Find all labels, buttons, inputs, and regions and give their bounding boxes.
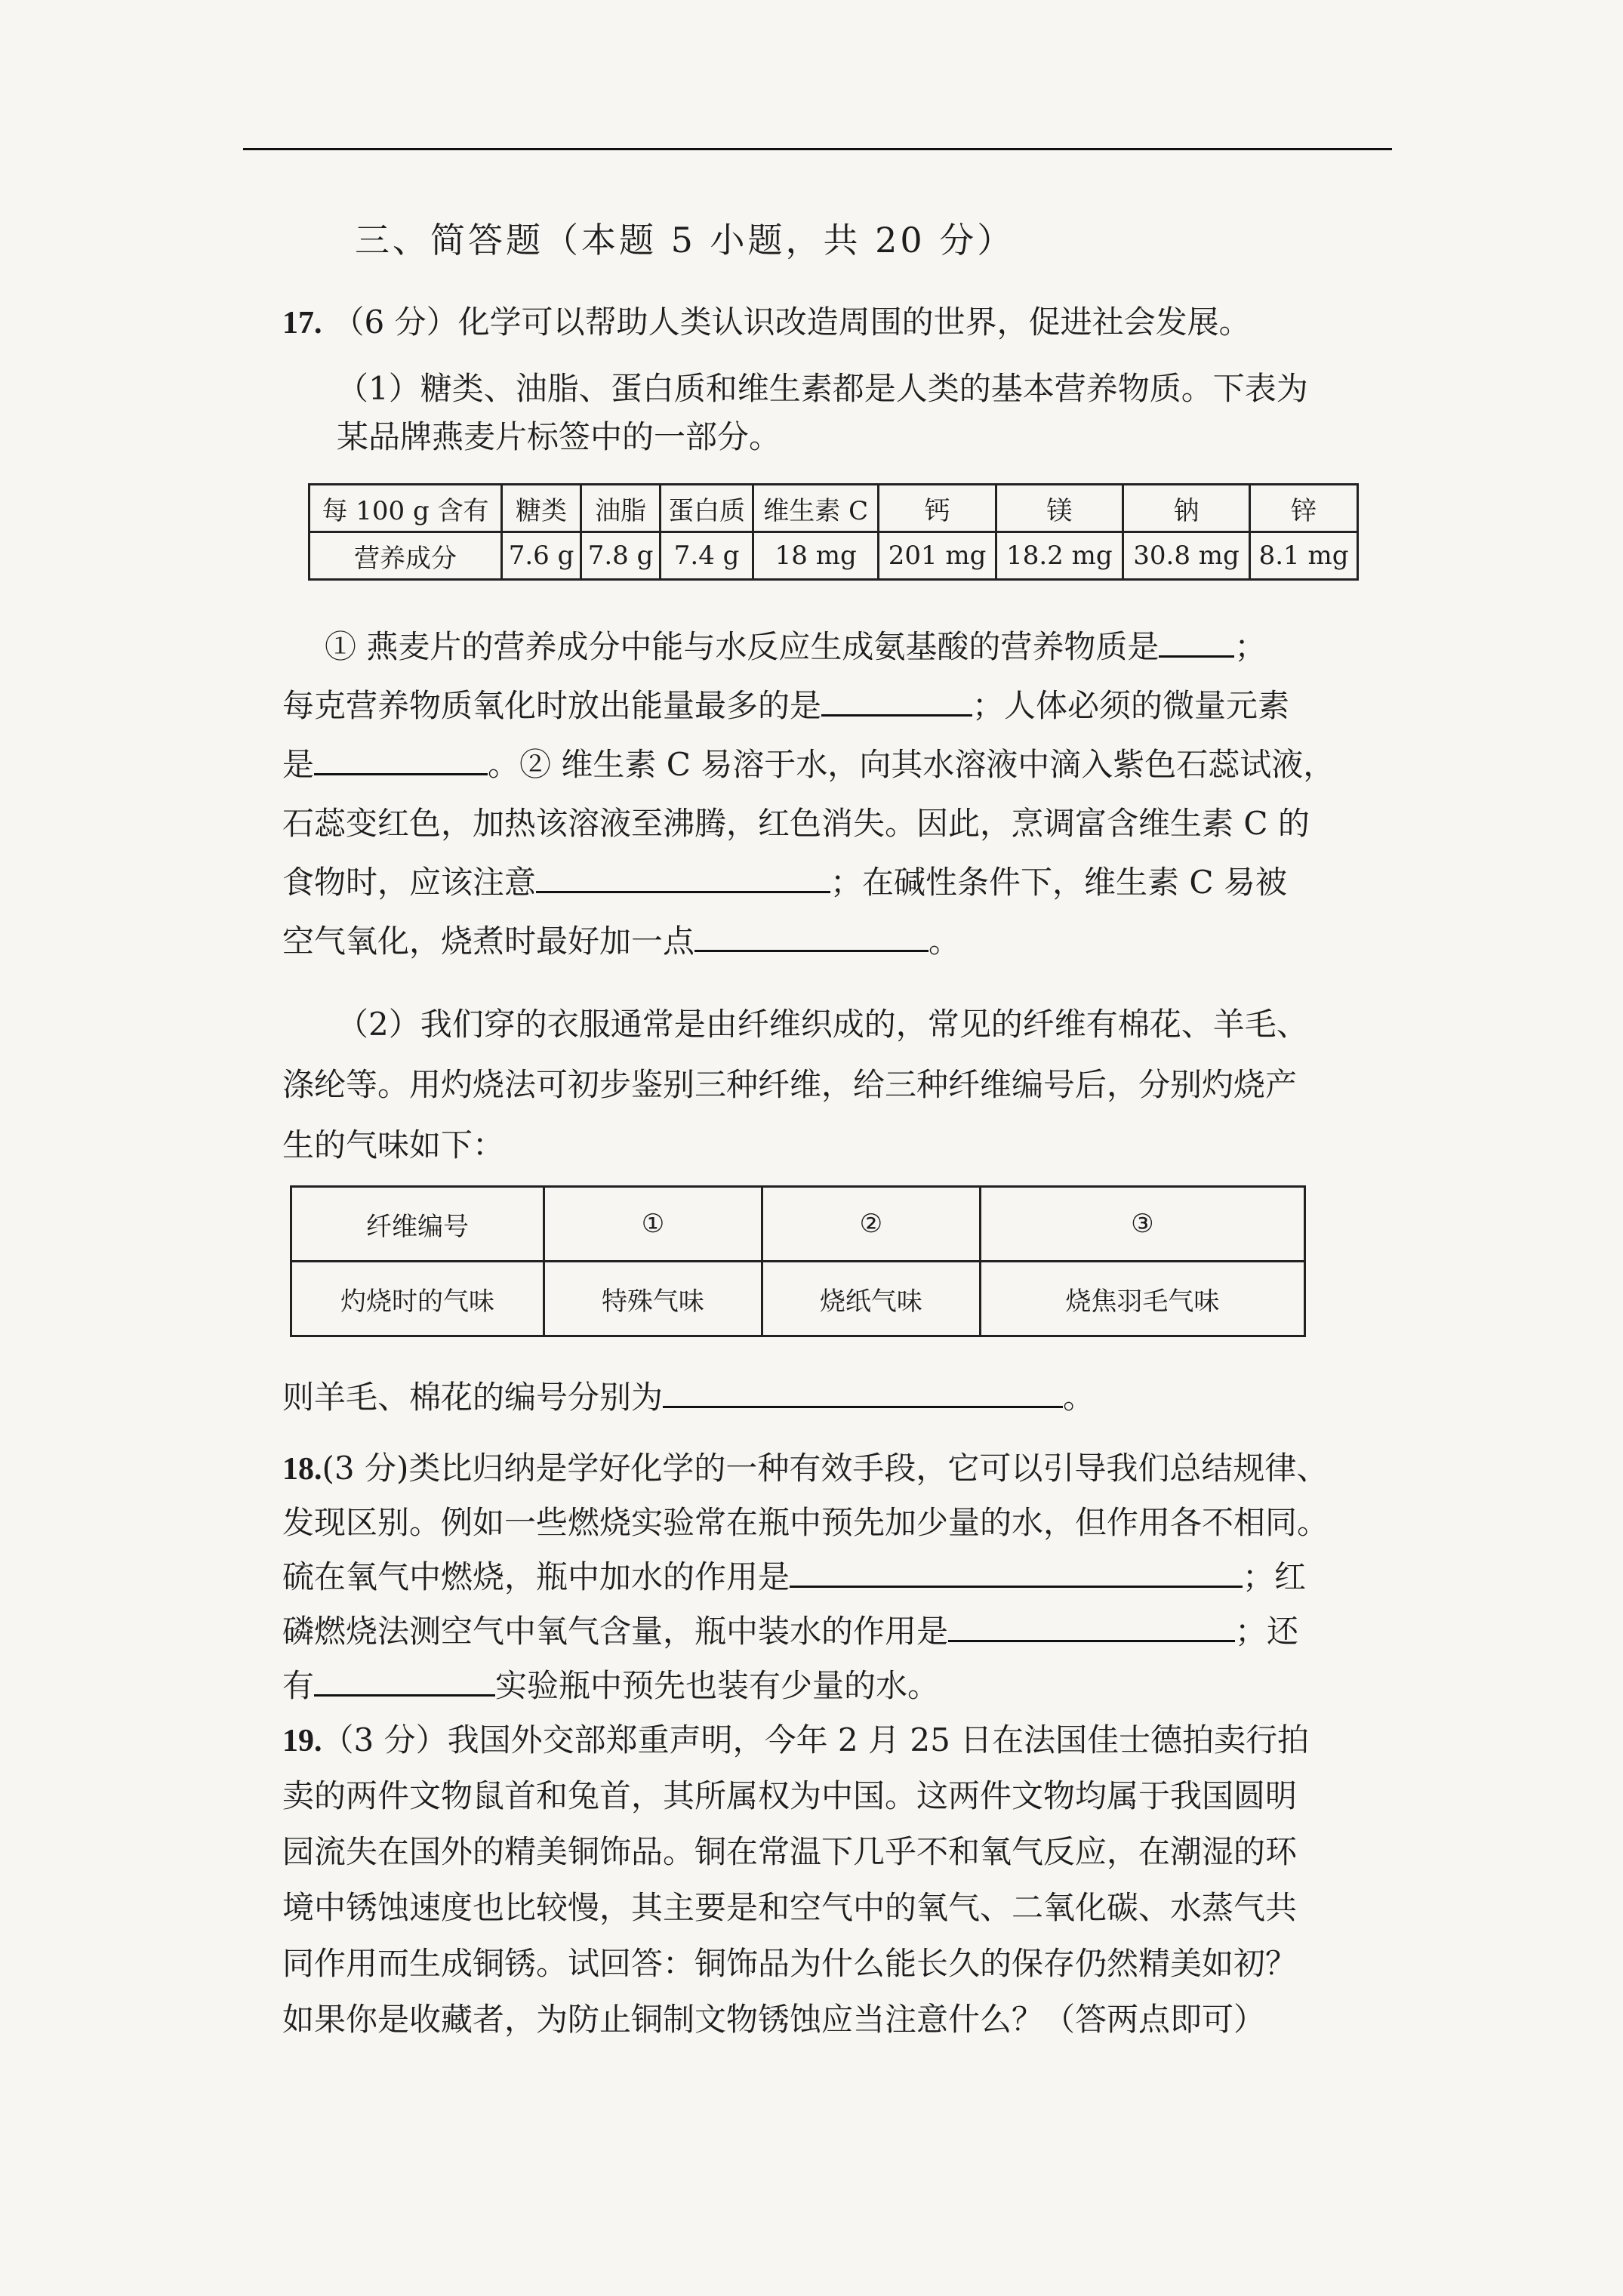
q17-part2-line3: 生的气味如下： — [282, 1126, 505, 1163]
q18-line5 — [282, 1657, 939, 1715]
nutrition-value-fat: 7.8 g — [581, 532, 661, 580]
fiber-smell-2: 烧纸气味 — [762, 1262, 980, 1336]
nutrition-col-calcium: 钙 — [879, 485, 996, 532]
q17-p1-line5-text-a: 食物时，应该注意 — [282, 864, 537, 901]
q18-line5-text-a: 有 — [282, 1667, 315, 1704]
fiber-smell-1: 特殊气味 — [544, 1262, 762, 1336]
q17-part2-question — [282, 1368, 1095, 1427]
nutrition-table-header-row — [310, 485, 1358, 532]
q18-line5-text-b: 实验瓶中预先也装有少量的水。 — [495, 1667, 940, 1704]
q17-p1-line2 — [282, 676, 1289, 735]
answer-blank-experiment[interactable] — [314, 1663, 495, 1697]
nutrition-table — [308, 483, 1359, 581]
nutrition-value-zinc: 8.1 mg — [1250, 532, 1358, 580]
fiber-table-row-number — [291, 1187, 1305, 1262]
nutrition-col-sugar: 糖类 — [502, 485, 581, 532]
nutrition-col-sodium: 钠 — [1123, 485, 1249, 532]
nutrition-value-sodium: 30.8 mg — [1123, 532, 1249, 580]
nutrition-col-protein: 蛋白质 — [661, 485, 753, 532]
q17-p1-line5-text-b: ；在碱性条件下，维生素 C 易被 — [830, 864, 1287, 901]
q19-line4: 境中锈蚀速度也比较慢，其主要是和空气中的氧气、二氧化碳、水蒸气共 — [282, 1889, 1298, 1926]
q17-p1-line3-text-b: 。② 维生素 C 易溶于水，向其水溶液中滴入紫色石蕊试液， — [488, 746, 1335, 783]
nutrition-header-label: 每 100 g 含有 — [310, 485, 502, 532]
q18-number: 18. — [282, 1452, 322, 1487]
fiber-number-3: ③ — [980, 1187, 1304, 1262]
q17-part2-question-end: 。 — [1063, 1379, 1095, 1416]
answer-blank-energy[interactable] — [821, 683, 972, 717]
q17-p1-line4: 石蕊变红色，加热该溶液至沸腾，红色消失。因此，烹调富含维生素 C 的 — [282, 805, 1310, 842]
answer-blank-amino[interactable] — [1159, 624, 1234, 658]
q18-line3-text-b: ；红 — [1243, 1558, 1307, 1595]
fiber-number-1: ① — [544, 1187, 762, 1262]
q17-part2-line1: （2）我们穿的衣服通常是由纤维织成的，常见的纤维有棉花、羊毛、 — [337, 1006, 1308, 1043]
fiber-smell-3: 烧焦羽毛气味 — [980, 1262, 1304, 1336]
q17-heading — [282, 297, 1251, 343]
q17-p1-line1 — [325, 618, 1266, 676]
answer-blank-sulfur[interactable] — [790, 1554, 1243, 1588]
q17-p1-line3-text-a: 是 — [282, 746, 315, 783]
q17-p1-line2-text-a: 每克营养物质氧化时放出能量最多的是 — [282, 687, 822, 724]
q17-part1-line1: （1）糖类、油脂、蛋白质和维生素都是人类的基本营养物质。下表为 — [337, 370, 1308, 407]
answer-blank-phosphorus[interactable] — [948, 1608, 1235, 1642]
q17-p1-line3 — [282, 735, 1335, 794]
q17-heading-text: （6 分）化学可以帮助人类认识改造周围的世界，促进社会发展。 — [332, 304, 1251, 341]
fiber-table — [290, 1185, 1306, 1337]
q17-part1-line2: 某品牌燕麦片标签中的一部分。 — [337, 418, 781, 455]
answer-blank-fiber[interactable] — [663, 1374, 1063, 1408]
q19-line2: 卖的两件文物鼠首和兔首，其所属权为中国。这两件文物均属于我国圆明 — [282, 1777, 1298, 1814]
q17-number: 17. — [282, 306, 322, 341]
answer-blank-cooking[interactable] — [536, 859, 830, 893]
q19-number: 19. — [282, 1724, 322, 1758]
nutrition-value-magnesium: 18.2 mg — [996, 532, 1123, 580]
q17-p1-line2-text-b: ；人体必须的微量元素 — [972, 687, 1290, 724]
nutrition-col-fat: 油脂 — [581, 485, 661, 532]
q17-p1-line1-text: ① 燕麦片的营养成分中能与水反应生成氨基酸的营养物质是 — [325, 628, 1160, 665]
q19-line1-text: （3 分）我国外交部郑重声明，今年 2 月 25 日在法国佳士德拍卖行拍 — [322, 1721, 1310, 1758]
q17-part2-question-text: 则羊毛、棉花的编号分别为 — [282, 1379, 664, 1416]
q19-line6: 如果你是收藏者，为防止铜制文物锈蚀应当注意什么？（答两点即可） — [282, 2001, 1266, 2038]
nutrition-value-vitc: 18 mg — [753, 532, 879, 580]
nutrition-row-label: 营养成分 — [310, 532, 502, 580]
header-rule — [243, 148, 1392, 150]
q17-part2-line2: 涤纶等。用灼烧法可初步鉴别三种纤维，给三种纤维编号后，分别灼烧产 — [282, 1066, 1298, 1103]
nutrition-value-calcium: 201 mg — [879, 532, 996, 580]
q19-line3: 园流失在国外的精美铜饰品。铜在常温下几乎不和氧气反应，在潮湿的环 — [282, 1833, 1298, 1870]
fiber-header-label: 纤维编号 — [291, 1187, 544, 1262]
fiber-smell-label: 灼烧时的气味 — [291, 1262, 544, 1336]
nutrition-col-magnesium: 镁 — [996, 485, 1123, 532]
q17-p1-line6 — [282, 912, 960, 971]
nutrition-value-sugar: 7.6 g — [502, 532, 581, 580]
fiber-number-2: ② — [762, 1187, 980, 1262]
fiber-table-row-smell — [291, 1262, 1305, 1336]
answer-blank-trace-element[interactable] — [314, 741, 488, 775]
q17-p1-line5 — [282, 853, 1287, 912]
q17-p1-line6-text-b: 。 — [929, 923, 961, 960]
q18-line4-text-b: ；还 — [1235, 1613, 1299, 1650]
nutrition-table-value-row — [310, 532, 1358, 580]
q18-line4-text-a: 磷燃烧法测空气中氧气含量，瓶中装水的作用是 — [282, 1613, 949, 1650]
q19-line1 — [282, 1711, 1309, 1771]
q18-line2: 发现区别。例如一些燃烧实验常在瓶中预先加少量的水，但作用各不相同。 — [282, 1504, 1329, 1541]
q17-p1-line6-text-a: 空气氧化，烧煮时最好加一点 — [282, 923, 695, 960]
q18-line1 — [282, 1439, 1328, 1499]
nutrition-col-zinc: 锌 — [1250, 485, 1358, 532]
section-title: 三、简答题（本题 5 小题，共 20 分） — [355, 220, 1015, 260]
nutrition-col-vitc: 维生素 C — [753, 485, 879, 532]
answer-blank-additive[interactable] — [694, 918, 929, 952]
q19-line5: 同作用而生成铜锈。试回答：铜饰品为什么能长久的保存仍然精美如初？ — [282, 1945, 1298, 1982]
q18-line1-text: (3 分)类比归纳是学好化学的一种有效手段，它可以引导我们总结规律、 — [322, 1450, 1329, 1487]
q17-p1-line1-end: ； — [1234, 628, 1267, 665]
q18-line4 — [282, 1602, 1298, 1661]
nutrition-value-protein: 7.4 g — [661, 532, 753, 580]
q18-line3-text-a: 硫在氧气中燃烧，瓶中加水的作用是 — [282, 1558, 790, 1595]
q18-line3 — [282, 1548, 1306, 1607]
